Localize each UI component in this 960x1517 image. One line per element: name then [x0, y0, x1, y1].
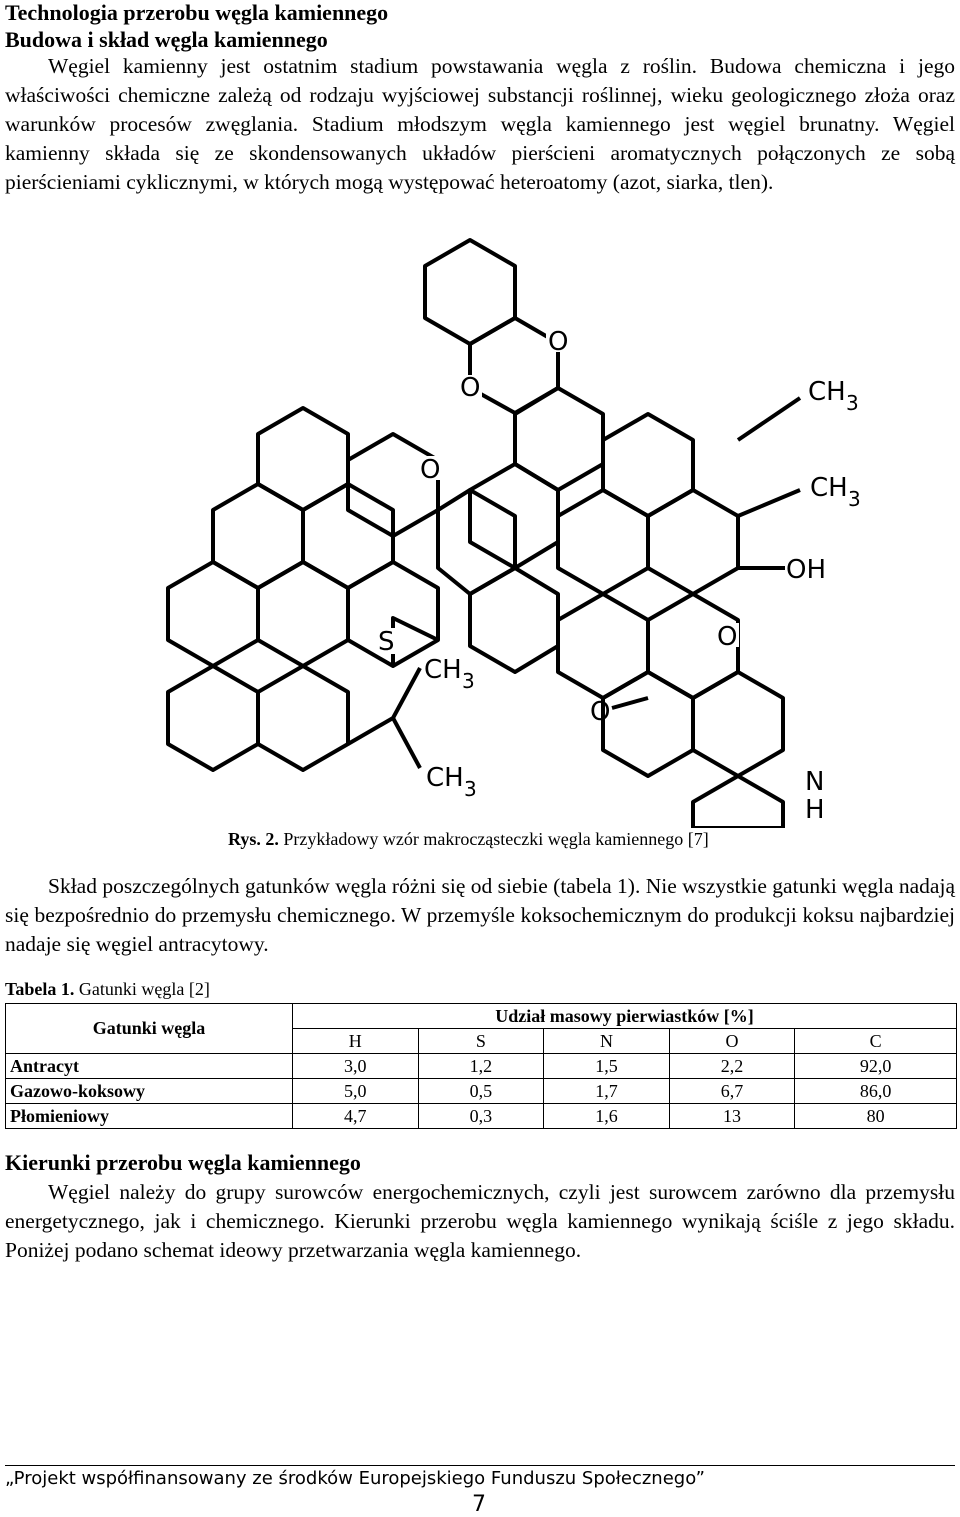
ring-a8 — [258, 666, 348, 770]
paragraph-structure-text: Węgiel kamienny jest ostatnim stadium powstawania węgla z roślin. Budowa chemiczna i jego właściwości chemiczne zależą od rodzaju wyjściowej substancji roślinnej, wieku geologicznego złoża oraz warunków procesów zwęglania. Stadium młodszym węgla kamiennego jest węgiel brunatny. Węgiel kamienny składa się ze skondensowanych układów pierścieni aromatycznych połączonych ze sobą pierścieniami cyklicznymi, w których mogą występować heteroatomy (azot, siarka, tlen). — [5, 54, 955, 194]
methyl-line-1 — [738, 398, 800, 440]
table-header-row — [6, 1004, 957, 1029]
page-number: 7 — [472, 1492, 486, 1517]
table-cell: 1,2 — [418, 1054, 544, 1079]
table-cell: 0,5 — [418, 1079, 544, 1104]
table-cell: 0,3 — [418, 1104, 544, 1129]
paragraph-structure — [5, 52, 955, 197]
document-title: Technologia przerobu węgla kamiennego — [5, 0, 389, 25]
hydrogen-label: H — [805, 795, 825, 825]
methyl-label: CH — [426, 763, 464, 793]
table-column-header: S — [418, 1029, 544, 1054]
nitrogen-label: N — [805, 767, 825, 797]
methyl-label: CH — [424, 655, 462, 685]
ring-b8 — [470, 568, 558, 672]
hydroxyl-label: OH — [786, 555, 827, 585]
oxygen-label: O — [717, 622, 738, 652]
paragraph-composition — [5, 872, 955, 959]
coal-types-table — [5, 1003, 957, 1129]
section-heading-structure: Budowa i skład węgla kamiennego — [5, 27, 328, 52]
carbonyl-line — [612, 698, 648, 708]
table-cell: 2,2 — [669, 1054, 795, 1079]
paragraph-processing-text: Węgiel należy do grupy surowców energochemicznych, czyli jest surowcem zarówno dla przemysłu energetycznego, jak i chemicznego. Kierunki przerobu węgla kamiennego wynikają ściśle z jego składu. Poniżej podano schemat ideowy przetwarzania węgla kamiennego. — [5, 1180, 955, 1262]
table-cell: 5,0 — [293, 1079, 419, 1104]
sulfur-label: S — [378, 627, 395, 657]
methyl-label: CH — [810, 473, 848, 503]
ring-b5 — [558, 490, 648, 594]
methyl-label: CH — [808, 377, 846, 407]
table-cell: 1,6 — [544, 1104, 670, 1129]
table-cell: 92,0 — [795, 1054, 957, 1079]
footer-text: „Projekt współfinansowany ze środków Europejskiego Funduszu Społecznego” — [5, 1468, 705, 1489]
table-column-header: C — [795, 1029, 957, 1054]
methyl-subscript: 3 — [462, 669, 475, 693]
ring-a2 — [213, 484, 303, 588]
figure-caption-label: Rys. 2. — [228, 829, 279, 849]
paragraph-processing — [5, 1178, 955, 1265]
isopropyl-top — [348, 668, 420, 744]
table-caption-text: Gatunki węgla [2] — [74, 979, 210, 999]
oxygen-label: O — [590, 697, 611, 727]
oxygen-label: O — [548, 327, 569, 357]
table-cell: 80 — [795, 1104, 957, 1129]
ring-a1 — [258, 408, 348, 510]
paragraph-composition-text: Skład poszczególnych gatunków węgla różni się od siebie (tabela 1). Nie wszystkie gatunki węgla nadają się bezpośrednio do przemysłu chemicznego. W przemyśle koksochemicznym do produkcji koksu najbardziej nadaje się węgiel antracytowy. — [5, 874, 955, 956]
methyl-line-2 — [738, 490, 800, 516]
table-cell: 3,0 — [293, 1054, 419, 1079]
table-caption-label: Tabela 1. — [5, 979, 75, 999]
ring-a4 — [168, 562, 258, 666]
isopropyl-bottom — [393, 718, 420, 768]
table-row — [6, 1104, 957, 1129]
table-row — [6, 1054, 957, 1079]
table-cell: 86,0 — [795, 1079, 957, 1104]
oxygen-label: O — [460, 373, 481, 403]
table-column-header: O — [669, 1029, 795, 1054]
footer-divider — [5, 1465, 955, 1466]
table-group-header: Udział masowy pierwiastków [%] — [293, 1004, 957, 1029]
methyl-subscript: 3 — [848, 487, 861, 511]
ring-a7 — [168, 666, 258, 770]
table-row-name: Płomieniowy — [6, 1104, 293, 1129]
ring-b4 — [648, 490, 738, 594]
table-row-name: Antracyt — [6, 1054, 293, 1079]
ring-top — [425, 240, 515, 344]
table-cell: 4,7 — [293, 1104, 419, 1129]
ring-b9 — [558, 594, 648, 698]
figure-caption — [228, 829, 709, 850]
figure-caption-text: Przykładowy wzór makrocząsteczki węgla kamiennego [7] — [278, 829, 709, 849]
table-cell: 1,5 — [544, 1054, 670, 1079]
ring-b11 — [603, 672, 693, 776]
oxygen-label: O — [420, 455, 441, 485]
coal-macromolecule-figure — [150, 228, 870, 828]
methyl-subscript: 3 — [464, 777, 477, 801]
structure-diagram — [150, 228, 870, 828]
table-row-header: Gatunki węgla — [6, 1004, 293, 1054]
table-cell: 1,7 — [544, 1079, 670, 1104]
ring-b12 — [693, 672, 783, 776]
table-cell: 6,7 — [669, 1079, 795, 1104]
table-cell: 13 — [669, 1104, 795, 1129]
table-row — [6, 1079, 957, 1104]
table-caption — [5, 979, 210, 1000]
ring-b13 — [693, 776, 783, 828]
section-heading-processing: Kierunki przerobu węgla kamiennego — [5, 1150, 361, 1175]
ring-dioxane — [470, 318, 558, 413]
ring-b7 — [438, 490, 515, 594]
table-column-header: N — [544, 1029, 670, 1054]
table-row-name: Gazowo-koksowy — [6, 1079, 293, 1104]
methyl-subscript: 3 — [846, 391, 859, 415]
table-column-header: H — [293, 1029, 419, 1054]
ring-a5 — [258, 562, 348, 666]
ring-b3 — [603, 414, 693, 516]
